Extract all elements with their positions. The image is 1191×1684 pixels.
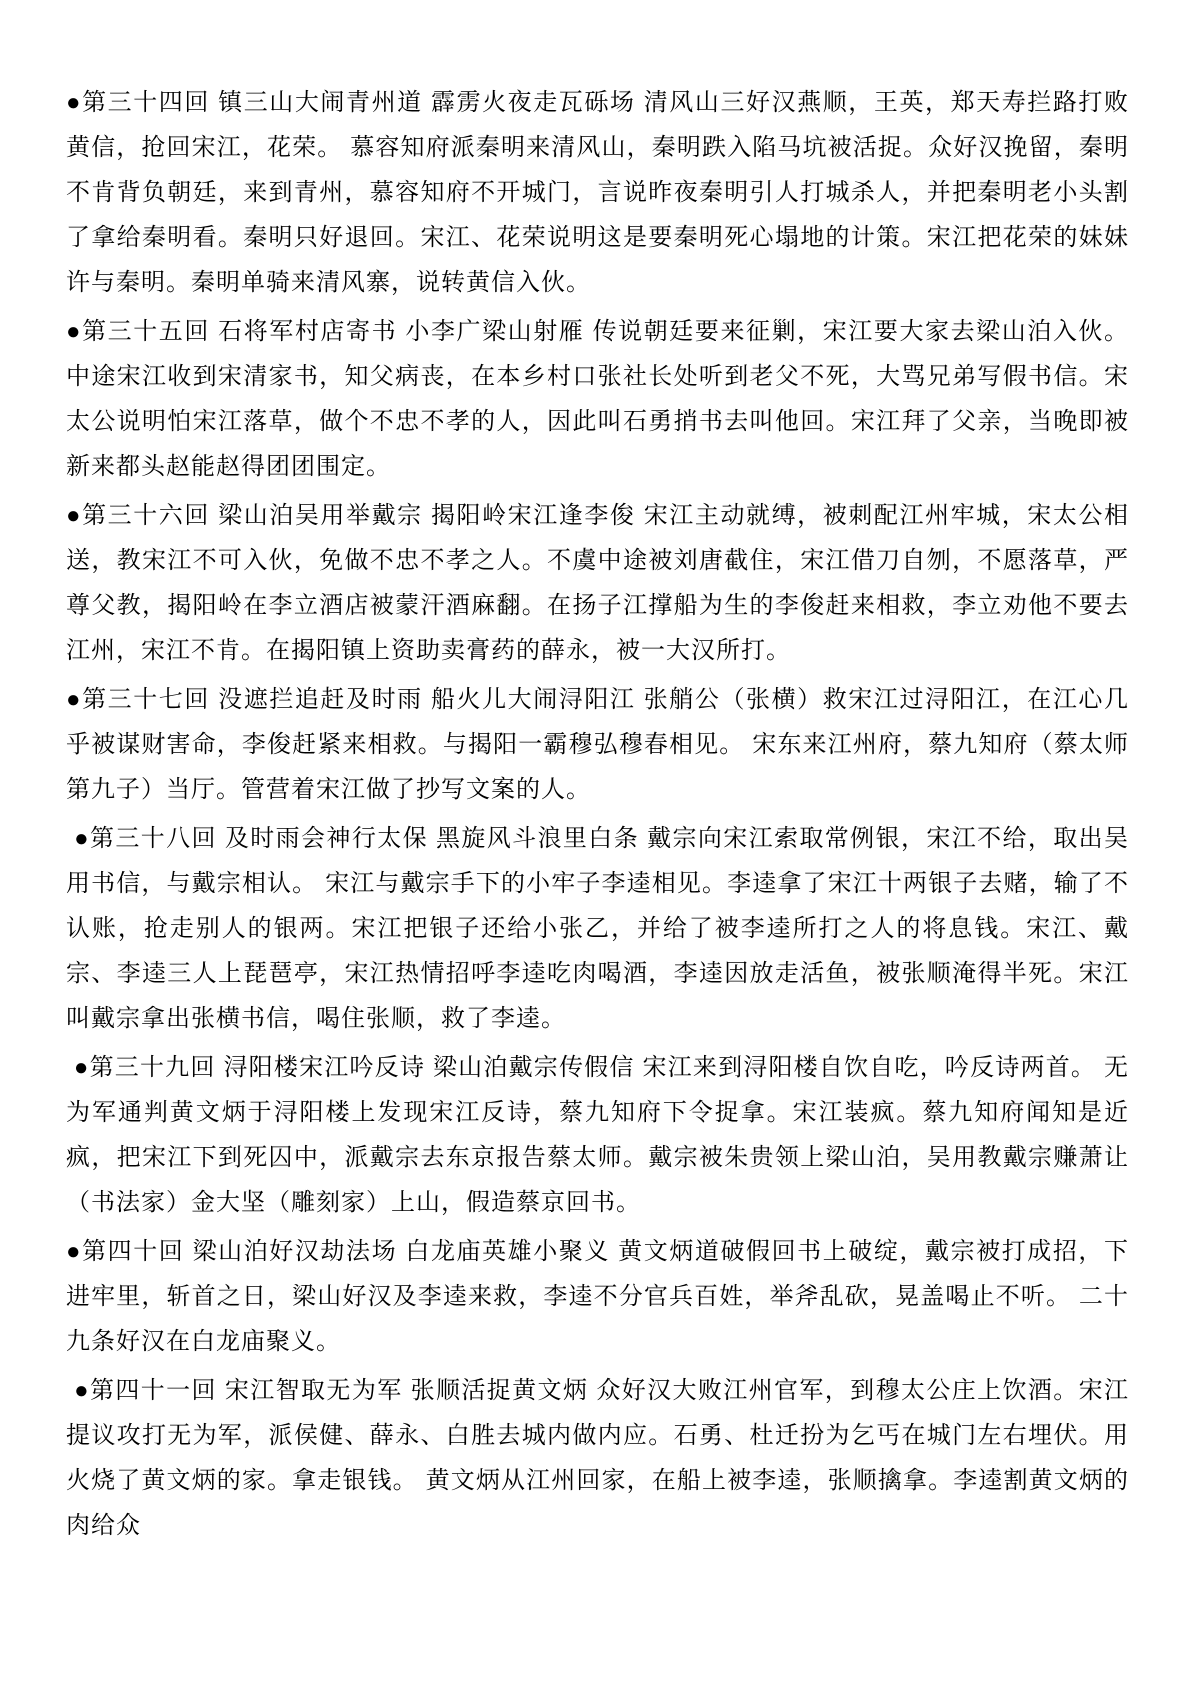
chapter-summary-paragraph-39: ●第三十九回 浔阳楼宋江吟反诗 梁山泊戴宗传假信 宋江来到浔阳楼自饮自吃，吟反诗两首。 无为军通判黄文炳于浔阳楼上发现宋江反诗，蔡九知府下令捉拿。宋江装疯。蔡九知府闻知是近疯，把宋江下到死囚中，派戴宗去东京报告蔡太师。戴宗被朱贵领上梁山泊，吴用教戴宗赚萧让（书法家）金大坚（雕刻家）上山，假造蔡京回书。 (66, 1054, 1129, 1216)
chapter-summary-paragraph-34: ●第三十四回 镇三山大闹青州道 霹雳火夜走瓦砾场 清风山三好汉燕顺，王英，郑天寿拦路打败黄信，抢回宋江，花荣。 慕容知府派秦明来清风山，秦明跌入陷马坑被活捉。众好汉挽留，秦明不肯背负朝廷，来到青州，慕容知府不开城门，言说昨夜秦明引人打城杀人，并把秦明老小头割了拿给秦明看。秦明只好退回。宋江、花荣说明这是要秦明死心塌地的计策。宋江把花荣的妹妹许与秦明。秦明单骑来清风寨，说转黄信入伙。 (66, 89, 1129, 296)
chapter-summary-paragraph-36: ●第三十六回 梁山泊吴用举戴宗 揭阳岭宋江逢李俊 宋江主动就缚，被刺配江州牢城，宋太公相送，教宋江不可入伙，免做不忠不孝之人。不虞中途被刘唐截住，宋江借刀自刎，不愿落草，严尊父教，揭阳岭在李立酒店被蒙汗酒麻翻。在扬子江撑船为生的李俊赶来相救，李立劝他不要去江州，宋江不肯。在揭阳镇上资助卖膏药的薛永，被一大汉所打。 (66, 502, 1129, 664)
chapter-summary-paragraph-38: ●第三十八回 及时雨会神行太保 黑旋风斗浪里白条 戴宗向宋江索取常例银，宋江不给，取出吴用书信，与戴宗相认。 宋江与戴宗手下的小牢子李逵相见。李逵拿了宋江十两银子去赌，输了不认账，抢走别人的银两。宋江把银子还给小张乙，并给了被李逵所打之人的将息钱。宋江、戴宗、李逵三人上琵琶亭，宋江热情招呼李逵吃肉喝酒，李逵因放走活鱼，被张顺淹得半死。宋江叫戴宗拿出张横书信，喝住张顺，救了李逵。 (66, 825, 1130, 1032)
chapter-summary-paragraph-35: ●第三十五回 石将军村店寄书 小李广梁山射雁 传说朝廷要来征剿，宋江要大家去梁山泊入伙。中途宋江收到宋清家书，知父病丧，在本乡村口张社长处听到老父不死，大骂兄弟写假书信。宋太公说明怕宋江落草，做个不忠不孝的人，因此叫石勇捎书去叫他回。宋江拜了父亲，当晚即被新来都头赵能赵得团团围定。 (66, 318, 1129, 480)
chapter-summary-paragraph-41: ●第四十一回 宋江智取无为军 张顺活捉黄文炳 众好汉大败江州官军，到穆太公庄上饮酒。宋江提议攻打无为军，派侯健、薛永、白胜去城内做内应。石勇、杜迁扮为乞丐在城门左右埋伏。用火烧了黄文炳的家。拿走银钱。 黄文炳从江州回家，在船上被李逵，张顺擒拿。李逵割黄文炳的肉给众 (66, 1377, 1130, 1539)
chapter-summary-paragraph-37: ●第三十七回 没遮拦追赶及时雨 船火儿大闹浔阳江 张艄公（张横）救宋江过浔阳江，在江心几乎被谋财害命，李俊赶紧来相救。与揭阳一霸穆弘穆春相见。 宋东来江州府，蔡九知府（蔡太师第九子）当厅。管营着宋江做了抄写文案的人。 (66, 686, 1129, 803)
chapter-summary-paragraph-40: ●第四十回 梁山泊好汉劫法场 白龙庙英雄小聚义 黄文炳道破假回书上破绽，戴宗被打成招，下进牢里，斩首之日，梁山好汉及李逵来救，李逵不分官兵百姓，举斧乱砍，晃盖喝止不听。 二十九条好汉在白龙庙聚义。 (66, 1238, 1129, 1355)
